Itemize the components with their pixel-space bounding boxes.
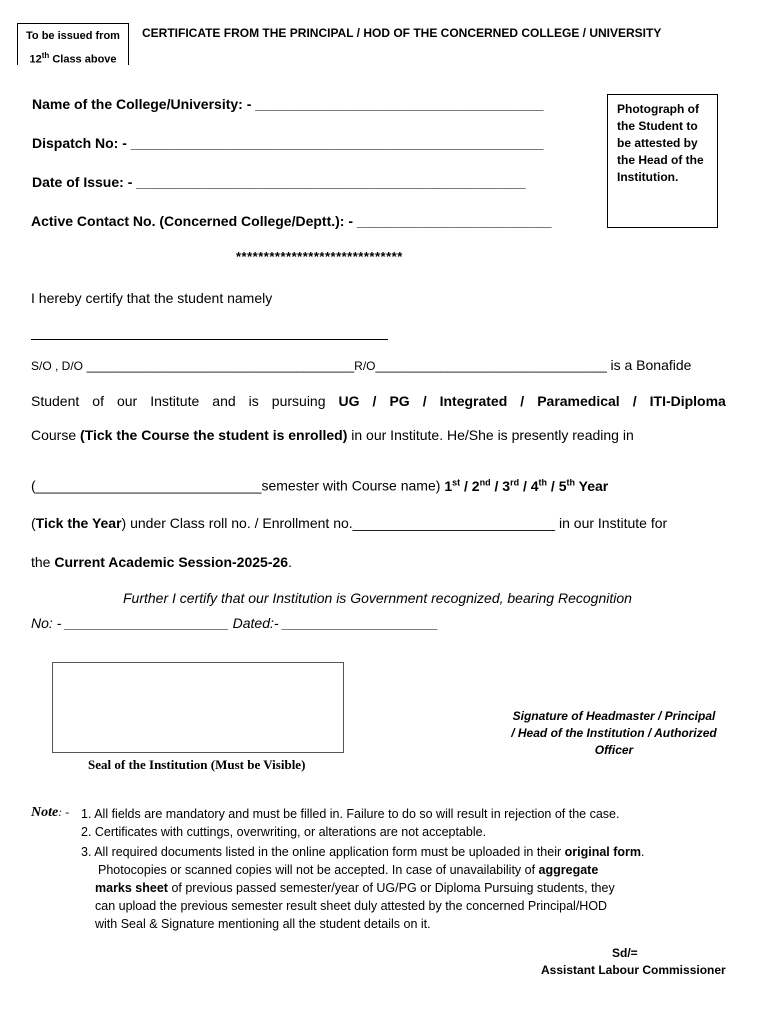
note-3b-text: Photocopies or scanned copies will not be accepted. In case of unavailability of <box>98 863 539 877</box>
note-3a <box>81 843 645 861</box>
note-1: 1. All fields are mandatory and must be filled in. Failure to do so will result in rejection of the case. <box>81 807 620 821</box>
so-do-blank: _____________________________________ <box>86 358 355 373</box>
word: and <box>212 393 236 409</box>
so-do-label: S/O , D/O <box>31 359 84 373</box>
year-2: / 2 <box>460 477 480 494</box>
roll-line: (Tick the Year) under Class roll no. / Enrollment no.__________________________ in our Institute for <box>31 515 668 531</box>
semester-line <box>31 477 608 494</box>
photograph-box: Photograph of the Student to be attested by the Head of the Institution. <box>607 94 718 228</box>
contact-no-field: Active Contact No. (Concerned College/Deptt.): - _________________________ <box>31 213 552 229</box>
recognition-statement: Further I certify that our Institution is Government recognized, bearing Recognition <box>123 590 632 606</box>
year-word: Year <box>575 477 609 494</box>
note-3b-bold: aggregate <box>538 863 599 877</box>
certify-intro: I hereby certify that the student namely <box>31 290 273 306</box>
dispatch-no-field: Dispatch No: - _____________________________________________________ <box>32 135 544 151</box>
roll-suffix: in our Institute for <box>555 515 668 531</box>
sd-mark: Sd/= <box>612 946 638 960</box>
signature-caption: Signature of Headmaster / Principal / Head of the Institution / Authorized Officer <box>511 709 717 757</box>
pursuing-line <box>31 393 726 409</box>
course-option-integrated: Integrated <box>439 393 508 409</box>
recognition-no-line: No: - _____________________ Dated:- ____________________ <box>31 615 439 631</box>
year-1-sup: st <box>452 477 461 487</box>
issue-line-2 <box>18 46 128 70</box>
word: pursuing <box>271 393 326 409</box>
course-instruction: (Tick the Course the student is enrolled) <box>80 427 348 443</box>
roll-label: ) under Class roll no. / Enrollment no. <box>121 515 353 531</box>
word: Student <box>31 393 80 409</box>
course-option-paramedical: Paramedical <box>537 393 620 409</box>
year-1: 1 <box>444 477 453 494</box>
note-3a-bold: original form <box>564 845 642 859</box>
year-3: / 3 <box>490 477 511 494</box>
year-5: / 5 <box>547 477 567 494</box>
note-3c <box>95 879 615 897</box>
session-prefix: the <box>31 554 55 570</box>
word: our <box>116 393 138 409</box>
note-3a-text: 3. All required documents listed in the online application form must be uploaded in their <box>81 845 565 859</box>
issue-class-suffix: Class above <box>49 53 117 66</box>
seal-box <box>52 662 344 753</box>
separator-stars: ****************************** <box>236 249 403 264</box>
bonafide-text: is a Bonafide <box>610 357 692 373</box>
word: Institute <box>150 393 200 409</box>
note-3c-text: of previous passed semester/year of UG/PG or Diploma Pursuing students, they <box>167 881 615 895</box>
note-3d: can upload the previous semester result sheet duly attested by the concerned Principal/HOD <box>95 899 608 913</box>
note-3e: with Seal & Signature mentioning all the student details on it. <box>95 917 431 931</box>
academic-session: Current Academic Session-2025-26 <box>54 554 289 570</box>
issue-class-sup: th <box>41 51 50 60</box>
note-2: 2. Certificates with cuttings, overwriting, or alterations are not acceptable. <box>81 825 487 839</box>
course-prefix: Course <box>31 427 81 443</box>
issuing-officer: Assistant Labour Commissioner <box>541 963 726 977</box>
course-option-iti-diploma: ITI-Diploma <box>649 393 726 409</box>
note-3c-bold: marks sheet <box>95 881 168 895</box>
word: of <box>92 393 104 409</box>
year-2-sup: nd <box>479 477 491 487</box>
tick-year-label: Tick the Year <box>35 515 122 531</box>
semester-text: semester with Course name) <box>261 477 445 494</box>
so-ro-line <box>31 357 691 373</box>
note-colon: : - <box>58 805 70 819</box>
seal-caption: Seal of the Institution (Must be Visible) <box>88 757 306 772</box>
issue-class-number: 12 <box>29 53 42 66</box>
year-5-sup: th <box>566 477 575 487</box>
course-suffix: in our Institute. He/She is presently reading in <box>347 427 634 443</box>
year-4: / 4 <box>519 477 539 494</box>
issue-criteria-box <box>17 23 129 65</box>
ro-label: R/O <box>354 359 376 373</box>
course-option-ug: UG <box>338 393 360 409</box>
note-3a-end: . <box>641 845 645 859</box>
note-label <box>31 805 69 821</box>
slash: / <box>422 393 427 409</box>
certificate-title: CERTIFICATE FROM THE PRINCIPAL / HOD OF THE CONCERNED COLLEGE / UNIVERSITY <box>142 26 662 40</box>
course-line <box>31 427 634 443</box>
slash: / <box>372 393 377 409</box>
slash: / <box>632 393 637 409</box>
college-name-field: Name of the College/University: - _____________________________________ <box>32 96 544 112</box>
note-word: Note <box>31 805 59 820</box>
slash: / <box>520 393 525 409</box>
note-3b <box>98 861 598 879</box>
student-name-blank <box>31 325 388 340</box>
year-options <box>444 478 608 494</box>
session-suffix: . <box>288 554 292 570</box>
date-of-issue-field: Date of Issue: - __________________________________________________ <box>32 174 526 190</box>
ro-blank: ________________________________ <box>375 358 607 373</box>
course-option-pg: PG <box>389 393 410 409</box>
roll-blank: __________________________ <box>352 515 556 531</box>
year-4-sup: th <box>538 477 548 487</box>
year-3-sup: rd <box>510 477 520 487</box>
issue-line-1: To be issued from <box>26 30 120 42</box>
semester-blank: (_____________________________ <box>31 477 262 494</box>
session-line <box>31 554 292 570</box>
word: is <box>248 393 259 409</box>
